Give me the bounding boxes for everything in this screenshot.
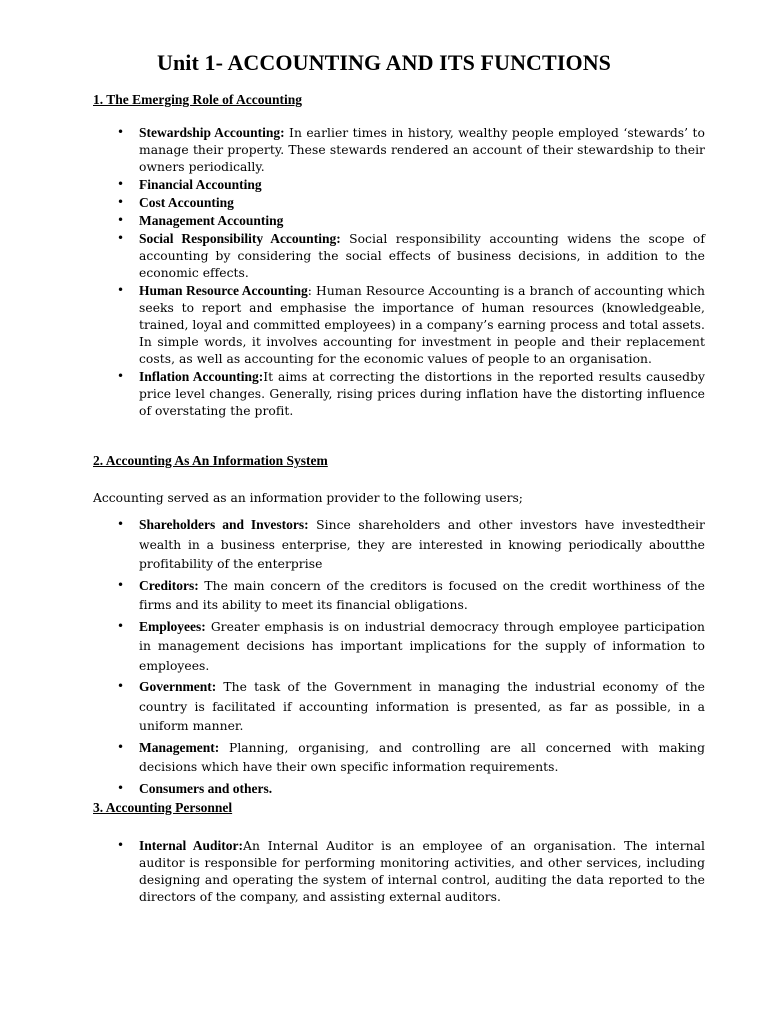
item-term: Internal Auditor: [139,838,244,853]
list-item [93,738,705,778]
bullet-icon: • [117,125,125,139]
item-text: : Human Resource Accounting is a branch of accounting which seeks to report and emphasise the importance of human resources (knowledgeable, trained, loyal and committed employees) in a company’s earning process and total assets. In simple words, it involves accounting for investment in people and their replacement costs, as well as accounting for the economic values of people to an organisation. [139,284,706,366]
section-3-heading: 3. Accounting Personnel [93,800,233,815]
section-2-heading: 2. Accounting As An Information System [93,453,328,468]
item-term: Consumers and others. [139,780,273,796]
bullet-icon: • [117,577,125,592]
item-term: Shareholders and Investors: [139,517,309,532]
bullet-icon: • [117,369,125,383]
item-term: Management: [139,739,220,755]
list-item [93,230,705,282]
item-text: An Internal Auditor is an employee of an organisation. The internal auditor is responsible for performing monitoring activities, and other services, including designing and operating the system of internal control, auditing the data reported to the directors of the company, and assisting external auditors. [139,839,705,904]
list-item [93,212,705,230]
item-term: Inflation Accounting: [139,369,264,384]
item-text: Greater emphasis is on industrial democracy through employee participation in management decisions has important implications for the supply of information to employees. [139,619,705,673]
bullet-icon: • [117,177,125,191]
list-item [93,779,705,800]
item-term: Government: [139,679,217,694]
item-term: Creditors: [139,577,199,593]
bullet-icon: • [117,838,125,852]
item-term: Management Accounting [139,213,284,228]
page-title: Unit 1- ACCOUNTING AND ITS FUNCTIONS [156,50,612,75]
bullet-icon: • [117,618,125,633]
list-item [93,515,705,575]
list-item [93,837,705,906]
section-3-list [93,837,705,906]
list-item [93,617,705,677]
bullet-icon: • [117,283,125,297]
section-1-list [93,124,705,420]
section-2-intro: Accounting served as an information provider to the following users; [93,491,523,505]
list-item [93,368,705,420]
bullet-icon: • [117,517,125,531]
section-1-heading: 1. The Emerging Role of Accounting [93,92,302,107]
item-text: In earlier times in history, wealthy people employed ‘stewards’ to manage their property. These stewards rendered an account of their stewardship to their owners periodically. [139,126,705,174]
section-2-list [93,515,705,800]
item-text: The main concern of the creditors is focused on the credit worthiness of the firms and its ability to meet its financial obligations. [139,578,705,612]
bullet-icon: • [117,231,125,245]
item-text: Social responsibility accounting widens the scope of accounting by considering the social effects of business decisions, in addition to the economic effects. [139,232,705,280]
list-item [93,194,705,212]
bullet-icon: • [117,679,125,693]
bullet-icon: • [117,195,125,209]
item-term: Cost Accounting [139,195,234,210]
item-text: It aims at correcting the distortions in the reported results causedby price level changes. Generally, rising prices during inflation have the distorting influence of overstating the profit. [139,370,705,418]
item-term: Stewardship Accounting: [139,125,285,140]
item-term: Financial Accounting [139,177,262,192]
list-item [93,677,705,737]
item-text: Planning, organising, and controlling are all concerned with making decisions which have their own specific information requirements. [139,740,705,774]
list-item [93,576,705,616]
item-term: Employees: [139,618,206,634]
list-item [93,282,705,368]
bullet-icon: • [117,780,125,795]
list-item [93,176,705,194]
bullet-icon: • [117,739,125,754]
item-text: The task of the Government in managing the industrial economy of the country is facilitated if accounting information is presented, as far as possible, in a uniform manner. [139,680,705,733]
bullet-icon: • [117,213,125,227]
item-term: Human Resource Accounting [139,283,308,298]
list-item [93,124,705,176]
item-term: Social Responsibility Accounting: [139,231,341,246]
item-text: Since shareholders and other investors have investedtheir wealth in a business enterprise, they are interested in knowing periodically aboutthe profitability of the enterprise [139,518,705,571]
